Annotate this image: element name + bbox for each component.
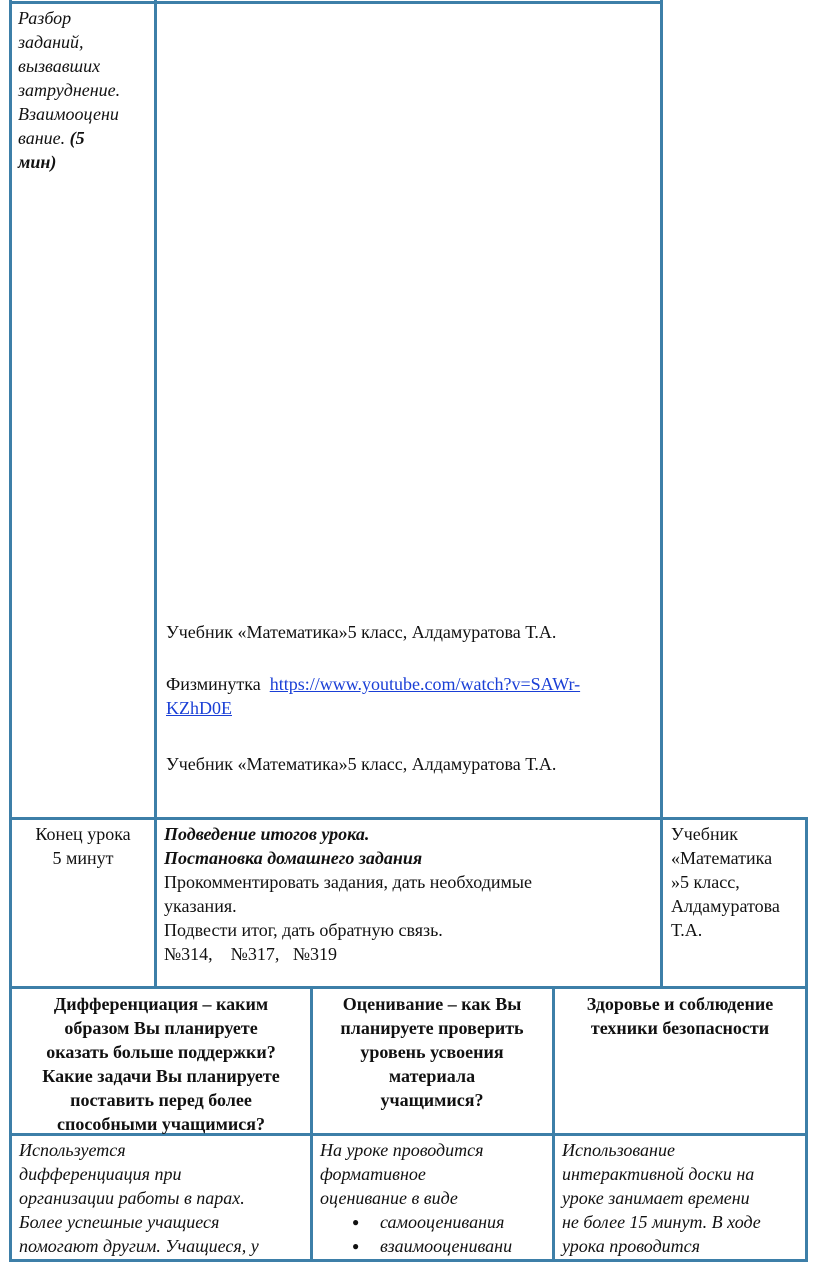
stage-duration: (5: [69, 128, 85, 148]
resource-line: Алдамуратова: [671, 896, 780, 916]
row1-warmup: [166, 672, 660, 720]
content-line: указания.: [164, 896, 237, 916]
resource-line: «Математика: [671, 848, 773, 868]
row1-textbook-1: Учебник «Математика»5 класс, Алдамуратова Т.А.: [166, 622, 557, 642]
table2-border-left: [9, 986, 12, 1262]
cell-health: Использование интерактивной доски на уроке занимает времени не более 15 минут. В ходе урока проводится: [562, 1140, 761, 1256]
assessment-list: [318, 1210, 550, 1258]
warmup-video-link-cont[interactable]: KZhD0E: [166, 698, 232, 718]
content-line: Подвести итог, дать обратную связь.: [164, 920, 443, 940]
row2-content-cell: [164, 822, 658, 966]
table1-row-divider: [9, 817, 808, 820]
stage-line: Разбор: [18, 8, 72, 28]
stage-line: Взаимооцени: [18, 104, 119, 124]
table2-divider-2: [552, 986, 555, 1262]
table1-border-top: [9, 1, 663, 4]
table2-divider-1: [310, 986, 313, 1262]
stage-line: вание. (5: [18, 128, 85, 148]
table1-divider-stage: [154, 0, 157, 988]
row1-stage-cell: [18, 6, 152, 174]
resource-line: »5 класс,: [671, 872, 740, 892]
table2-border-right: [805, 986, 808, 1262]
content-line: Прокомментировать задания, дать необходимые: [164, 872, 532, 892]
table1-divider-content: [660, 0, 663, 988]
homework-title: Постановка домашнего задания: [164, 848, 423, 868]
row1-textbook-2: Учебник «Математика»5 класс, Алдамуратова Т.А.: [166, 754, 557, 774]
list-item: ● взаимооценивани: [318, 1234, 550, 1258]
list-item: ● самооценивания: [318, 1210, 550, 1234]
cell-assessment: На уроке проводится формативное оценивание в виде ● самооценивания ● взаимооценивани: [320, 1138, 550, 1258]
stage-line: вызвавших: [18, 56, 101, 76]
table2-border-top: [9, 986, 808, 989]
stage-line: 5 минут: [52, 848, 114, 868]
header-differentiation: Дифференциация – каким образом Вы планируете оказать больше поддержки? Какие задачи Вы планируете поставить перед более способными учащимися?: [42, 994, 280, 1134]
summary-title: Подведение итогов урока.: [164, 824, 370, 844]
row2-resource-cell: [671, 822, 805, 942]
row2-stage-cell: [12, 822, 154, 870]
warmup-video-link[interactable]: https://www.youtube.com/watch?v=SAWr-: [269, 674, 581, 694]
stage-line: заданий,: [18, 32, 84, 52]
cell-differentiation: Используется дифференциация при организации работы в парах. Более успешные учащиеся помогают другим. Учащиеся, у: [19, 1140, 259, 1256]
warmup-label: Физминутка: [166, 674, 261, 694]
resource-line: Т.А.: [671, 920, 703, 940]
homework-tasks: №314, №317, №319: [164, 944, 338, 964]
table2-border-bottom: [9, 1259, 808, 1262]
stage-duration-unit: мин): [18, 152, 57, 172]
header-assessment: Оценивание – как Вы планируете проверить уровень усвоения материала учащимися?: [340, 994, 524, 1110]
resource-line: Учебник: [671, 824, 738, 844]
header-health: Здоровье и соблюдение техники безопасности: [586, 994, 774, 1038]
stage-line: затруднение.: [18, 80, 121, 100]
stage-line: Конец урока: [35, 824, 131, 844]
table1-border-right-row2: [805, 818, 808, 988]
